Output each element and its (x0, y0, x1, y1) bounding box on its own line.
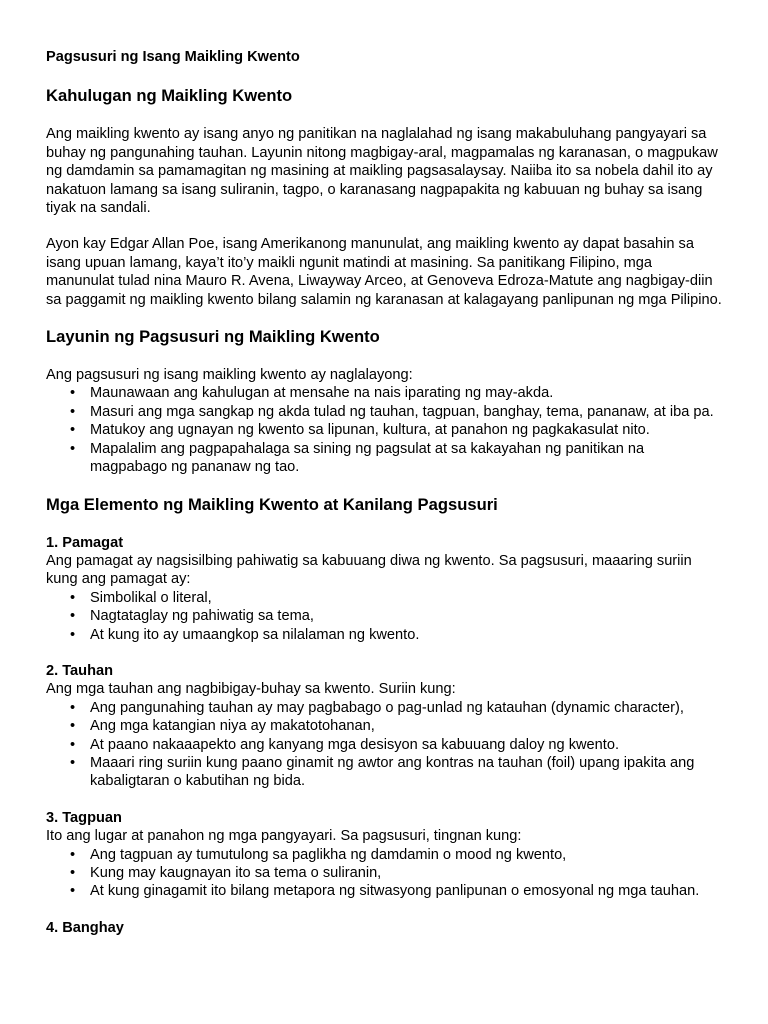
element-title-banghay: 4. Banghay (46, 919, 124, 936)
list-item: • Ang mga katangian niya ay makatotohanan, (90, 717, 722, 735)
list-item: • Ang tagpuan ay tumutulong sa paglikha ng damdamin o mood ng kwento, (90, 846, 722, 864)
list-item: • Ang pangunahing tauhan ay may pagbabago o pag-unlad ng katauhan (dynamic character), (90, 699, 722, 717)
list-item: • Nagtataglay ng pahiwatig sa tema, (90, 607, 722, 625)
paragraph-pamagat-intro: Ang pamagat ay nagsisilbing pahiwatig sa kabuuang diwa ng kwento. Sa pagsusuri, maaaring suriin kung ang pamagat ay: (46, 552, 692, 588)
list-item: • Matukoy ang ugnayan ng kwento sa lipunan, kultura, at panahon ng pagkakasulat nito. (90, 421, 722, 439)
list-item: • Maaari ring suriin kung paano ginamit ng awtor ang kontras na tauhan (foil) upang ipakita ang kabaligtaran o kabutihan ng bida. (90, 754, 722, 791)
section-heading-elemento: Mga Elemento ng Maikling Kwento at Kanilang Pagsusuri (46, 494, 498, 514)
list-item: • At kung ginagamit ito bilang metapora ng sitwasyong panlipunan o emosyonal ng mga tauhan. (90, 882, 722, 900)
paragraph-layunin-intro: Ang pagsusuri ng isang maikling kwento ay naglalayong: (46, 367, 413, 384)
list-item: • At paano nakaaapekto ang kanyang mga desisyon sa kabuuang daloy ng kwento. (90, 736, 722, 754)
paragraph-tauhan-intro: Ang mga tauhan ang nagbibigay-buhay sa kwento. Suriin kung: (46, 681, 456, 698)
list-item: • At kung ito ay umaangkop sa nilalaman ng kwento. (90, 626, 722, 644)
paragraph-kahulugan-2: Ayon kay Edgar Allan Poe, isang Amerikanong manunulat, ang maikling kwento ay dapat basahin sa isang upuan lamang, kaya’t ito’y maikli ngunit matindi at masining. Sa panitikang Filipino, mga manunulat tulad nina Mauro R. Avena, Liwayway Arceo, at Genoveva Edroza-Matute ang nagbigay-diin sa paggamit ng maikling kwento bilang salamin ng karanasan at kalagayang panlipunan ng mga Pilipino. (46, 236, 722, 308)
section-heading-layunin: Layunin ng Pagsusuri ng Maikling Kwento (46, 327, 380, 347)
tauhan-list (46, 699, 722, 791)
list-item: • Simbolikal o literal, (90, 589, 722, 607)
list-item: • Masuri ang mga sangkap ng akda tulad ng tauhan, tagpuan, banghay, tema, pananaw, at iba pa. (90, 403, 722, 421)
list-item: • Mapalalim ang pagpapahalaga sa sining ng pagsulat at sa kakayahan ng panitikan na magpabago ng pananaw ng tao. (90, 440, 722, 477)
element-title-tauhan: 2. Tauhan (46, 662, 114, 679)
element-title-tagpuan: 3. Tagpuan (46, 809, 122, 826)
element-title-pamagat: 1. Pamagat (46, 534, 124, 551)
section-heading-kahulugan: Kahulugan ng Maikling Kwento (46, 86, 293, 106)
list-item: • Kung may kaugnayan ito sa tema o suliranin, (90, 864, 722, 882)
paragraph-tagpuan-intro: Ito ang lugar at panahon ng mga pangyayari. Sa pagsusuri, tingnan kung: (46, 828, 522, 845)
tagpuan-list (46, 846, 722, 901)
paragraph-kahulugan-1: Ang maikling kwento ay isang anyo ng panitikan na naglalahad ng isang makabuluhang pangyayari sa buhay ng pangunahing tauhan. Layunin nitong magbigay-aral, magpamalas ng karanasan, o magpukaw ng damdamin sa pamamagitan ng masining at maikling pagsasalaysay. Naiiba ito sa nobela dahil ito ay nakatuon lamang sa isang suliranin, tagpo, o karanasang nagpapakita ng kabuuan ng buhay sa isang tiyak na sandali. (46, 126, 718, 217)
layunin-list (46, 384, 722, 476)
pamagat-list (46, 589, 722, 644)
document-title: Pagsusuri ng Isang Maikling Kwento (46, 49, 300, 65)
list-item: • Maunawaan ang kahulugan at mensahe na nais iparating ng may-akda. (90, 384, 722, 402)
